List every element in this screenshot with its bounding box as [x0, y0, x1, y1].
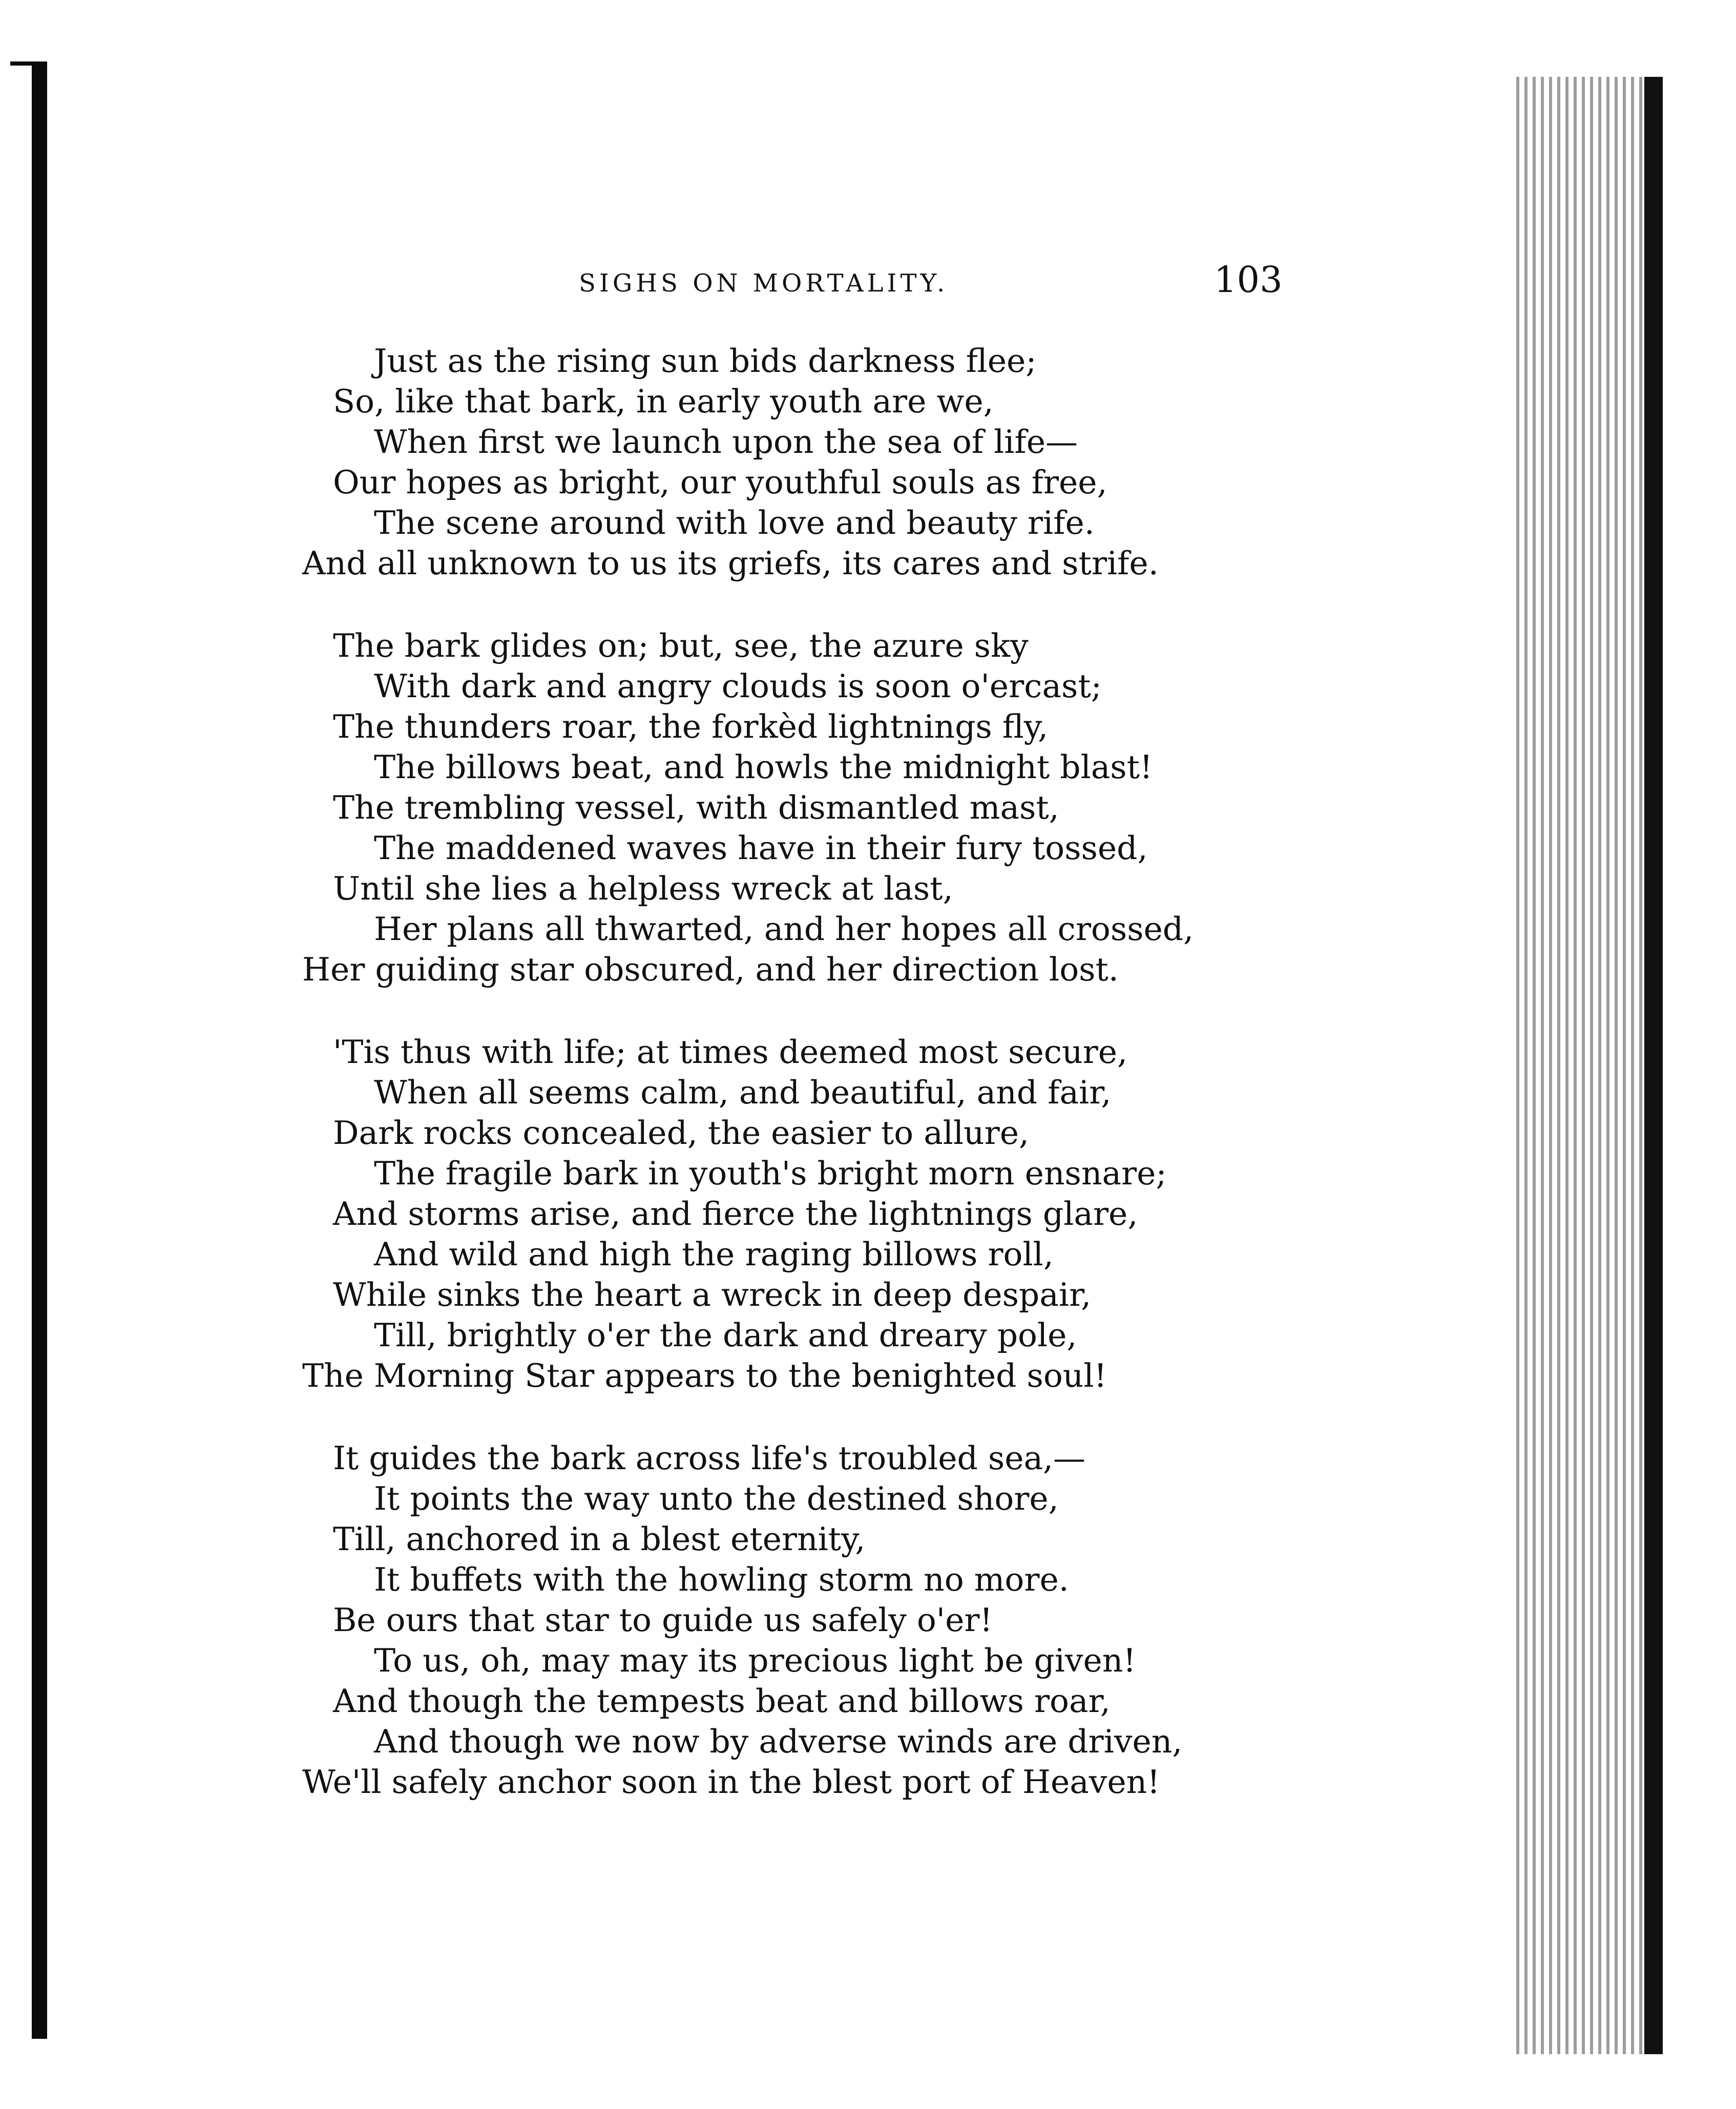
poem-line: And wild and high the raging billows roll,	[374, 1236, 1054, 1273]
poem-line: So, like that bark, in early youth are we,	[333, 383, 994, 420]
page-header	[0, 259, 1332, 305]
poem-line: Just as the rising sun bids darkness flee;	[374, 342, 1037, 380]
poem-line: Dark rocks concealed, the easier to allure,	[333, 1114, 1030, 1152]
poem-line: The thunders roar, the forkèd lightnings fly,	[333, 708, 1049, 745]
poem-line: It points the way unto the destined shore,	[374, 1480, 1059, 1517]
poem-line: The bark glides on; but, see, the azure sky	[333, 627, 1029, 664]
poem-line: It buffets with the howling storm no more.	[374, 1561, 1069, 1598]
poem-line: Till, brightly o'er the dark and dreary pole,	[374, 1317, 1077, 1354]
running-head: SIGHS ON MORTALITY.	[579, 269, 949, 298]
poem-line: It guides the bark across life's troubled sea,—	[333, 1439, 1086, 1477]
poem-line: Till, anchored in a blest eternity,	[333, 1520, 866, 1558]
poem-line: With dark and angry clouds is soon o'ercast;	[374, 667, 1102, 705]
poem-line: And though the tempests beat and billows roar,	[333, 1682, 1111, 1720]
poem-line: Until she lies a helpless wreck at last,	[333, 870, 953, 907]
poem-line: To us, oh, may may its precious light be given!	[374, 1642, 1136, 1679]
poem-line: We'll safely anchor soon in the blest port of Heaven!	[302, 1763, 1160, 1801]
poem-stanza	[302, 625, 1327, 990]
page-number: 103	[1214, 259, 1283, 301]
poem-line: The fragile bark in youth's bright morn ensnare;	[374, 1155, 1167, 1192]
poem-line: The maddened waves have in their fury tossed,	[374, 829, 1148, 867]
page-edge-shadow	[1644, 77, 1663, 2054]
poem-line: Her plans all thwarted, and her hopes all crossed,	[374, 910, 1194, 948]
poem-line: The billows beat, and howls the midnight blast!	[374, 748, 1153, 786]
poem-line: The Morning Star appears to the benighted soul!	[302, 1357, 1107, 1394]
poem-line: The trembling vessel, with dismantled mast,	[333, 789, 1059, 826]
poem-line: Be ours that star to guide us safely o'er!	[333, 1601, 993, 1639]
poem-line: While sinks the heart a wreck in deep despair,	[333, 1276, 1092, 1313]
poem-stanza	[302, 1032, 1327, 1396]
binding-edge-shadow	[32, 61, 47, 2039]
poem-line: When first we launch upon the sea of life—	[374, 423, 1078, 461]
poem-line: And all unknown to us its griefs, its cares and strife.	[302, 545, 1159, 582]
poem-line: 'Tis thus with life; at times deemed most secure,	[333, 1033, 1128, 1071]
poem-body	[302, 341, 1327, 1844]
poem-line: Our hopes as bright, our youthful souls as free,	[333, 464, 1107, 501]
poem-line: Her guiding star obscured, and her direction lost.	[302, 951, 1119, 988]
poem-stanza	[302, 1438, 1327, 1802]
poem-line: When all seems calm, and beautiful, and fair,	[374, 1074, 1112, 1111]
poem-stanza	[302, 341, 1327, 583]
poem-line: And though we now by adverse winds are driven,	[374, 1723, 1183, 1760]
poem-line: And storms arise, and fierce the lightnings glare,	[333, 1195, 1138, 1233]
scan-edge-noise	[1516, 77, 1655, 2054]
poem-line: The scene around with love and beauty rife.	[374, 504, 1095, 541]
